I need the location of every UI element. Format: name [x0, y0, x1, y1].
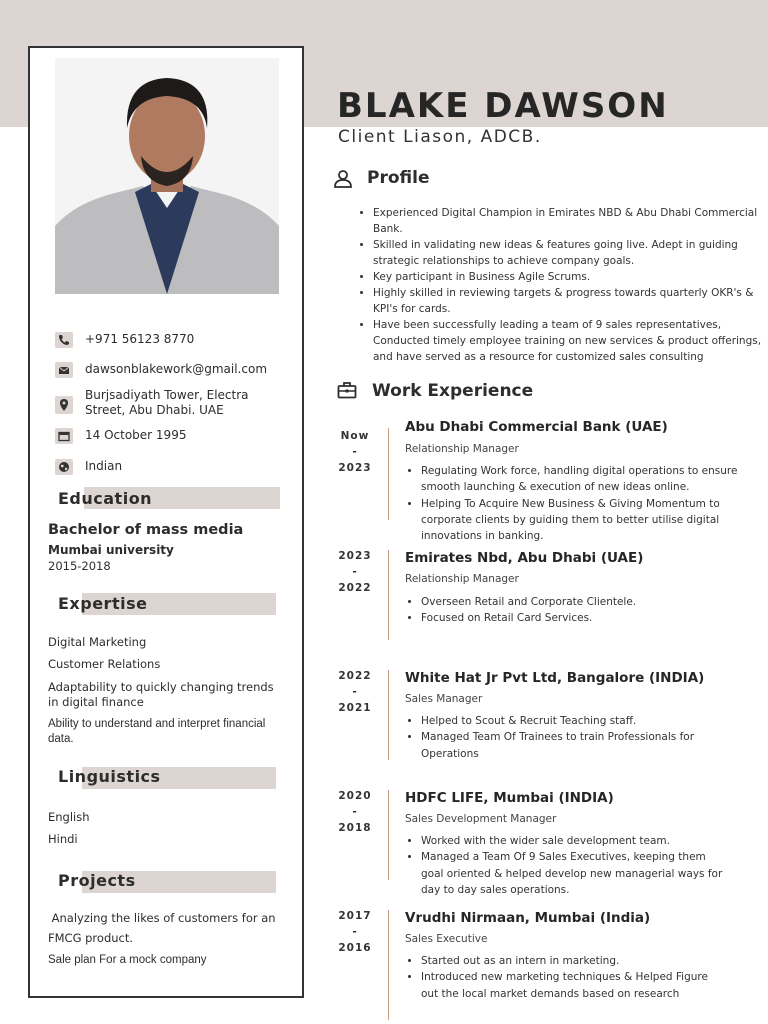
profile-item: • Key participant in Business Agile Scrums. [373, 269, 768, 285]
timeline-line [388, 790, 389, 880]
nationality-text: Indian [85, 459, 123, 473]
expertise-item: Ability to understand and interpret financial [48, 718, 266, 730]
location-pin-icon [55, 396, 73, 414]
job-company: HDFC LIFE, Mumbai (INDIA) [405, 790, 614, 806]
work-experience-heading: Work Experience [372, 381, 534, 401]
job-bullet: • Focused on Retail Card Services. [421, 610, 751, 626]
expertise-item: Customer Relations [48, 657, 161, 671]
project-item: Sale plan For a mock company [48, 954, 207, 966]
language-item: Hindi [48, 832, 78, 846]
expertise-item: data. [48, 733, 74, 745]
job-date-dash: - [352, 566, 358, 578]
job-date-bottom: 2018 [338, 822, 372, 834]
job-date-top: 2023 [338, 550, 372, 562]
address-line1: Burjsadiyath Tower, Electra [85, 388, 249, 402]
job-date-bottom: 2021 [338, 702, 372, 714]
job-role: Relationship Manager [405, 443, 519, 455]
job-date-bottom: 2016 [338, 942, 372, 954]
job-company: Emirates Nbd, Abu Dhabi (UAE) [405, 550, 644, 566]
profile-item: • Skilled in validating new ideas & features going live. Adept in guiding strategic relationships to achieve company goals. [373, 237, 768, 269]
job-bullet: • Introduced new marketing techniques & Helped Figure out the local market demands based on research [421, 969, 711, 1002]
person-icon [333, 169, 353, 193]
dob-text: 14 October 1995 [85, 428, 187, 442]
project-item: FMCG product. [48, 931, 134, 945]
project-item: Analyzing the likes of customers for an [48, 911, 276, 925]
job-company: White Hat Jr Pvt Ltd, Bangalore (INDIA) [405, 670, 705, 686]
job-bullet: • Helped to Scout & Recruit Teaching staff. [421, 713, 721, 729]
job-role: Relationship Manager [405, 573, 519, 585]
address-line2: Street, Abu Dhabi. UAE [85, 403, 224, 417]
job-bullets [403, 463, 751, 544]
expertise-item: Digital Marketing [48, 635, 147, 649]
job-date-bottom: 2022 [338, 582, 372, 594]
job-date-bottom: 2023 [338, 462, 372, 474]
profile-photo [55, 58, 279, 294]
timeline-line [388, 910, 389, 1020]
job-bullet: • Managed Team Of Trainees to train Professionals for Operations [421, 729, 721, 762]
job-bullet: • Overseen Retail and Corporate Clientele. [421, 594, 751, 610]
job-date-top: 2020 [338, 790, 372, 802]
expertise-item: Adaptability to quickly changing trends [48, 680, 274, 694]
job-bullet: • Started out as an intern in marketing. [421, 953, 711, 969]
linguistics-heading: Linguistics [58, 767, 161, 786]
language-item: English [48, 810, 90, 824]
job-date-top: 2022 [338, 670, 372, 682]
job-bullets [403, 594, 751, 627]
job-bullet: • Regulating Work force, handling digital operations to ensure smooth launching & execution of new ideas online. [421, 463, 751, 496]
job-bullet: • Managed a Team Of 9 Sales Executives, keeping them goal oriented & helped develop new managerial ways for day to day sales operations. [421, 849, 731, 898]
phone-text: +971 56123 8770 [85, 332, 195, 346]
profile-item: • Experienced Digital Champion in Emirates NBD & Abu Dhabi Commercial Bank. [373, 205, 768, 237]
job-company: Vrudhi Nirmaan, Mumbai (India) [405, 910, 651, 926]
job-date-dash: - [352, 446, 358, 458]
job-role: Sales Manager [405, 693, 483, 705]
job-date-top: Now [340, 430, 370, 442]
profile-heading: Profile [367, 168, 430, 188]
job-date-dash: - [352, 686, 358, 698]
job-company: Abu Dhabi Commercial Bank (UAE) [405, 419, 668, 435]
envelope-icon [55, 362, 73, 378]
briefcase-icon [337, 381, 357, 403]
candidate-name: BLAKE DAWSON [337, 86, 669, 126]
phone-icon [55, 332, 73, 348]
job-date-dash: - [352, 806, 358, 818]
job-bullet: • Helping To Acquire New Business & Giving Momentum to corporate clients by guiding them to better utilise digital innovations in banking. [421, 496, 751, 545]
job-role: Sales Executive [405, 933, 488, 945]
calendar-icon [55, 428, 73, 444]
expertise-item: in digital finance [48, 695, 144, 709]
job-bullets [403, 713, 721, 762]
globe-icon [55, 459, 73, 475]
timeline-line [388, 428, 389, 520]
timeline-line [388, 550, 389, 640]
education-degree: Bachelor of mass media [48, 522, 244, 538]
job-bullets [403, 833, 731, 898]
profile-item: • Highly skilled in reviewing targets & progress towards quarterly OKR's & KPI's for cards. [373, 285, 768, 317]
email-text: dawsonblakework@gmail.com [85, 362, 268, 376]
education-school: Mumbai university [48, 543, 174, 557]
education-heading: Education [58, 489, 153, 508]
job-bullet: • Worked with the wider sale development team. [421, 833, 731, 849]
job-date-top: 2017 [338, 910, 372, 922]
candidate-title: Client Liason, ADCB. [338, 127, 542, 147]
job-date-dash: - [352, 926, 358, 938]
job-role: Sales Development Manager [405, 813, 557, 825]
education-years: 2015-2018 [48, 559, 111, 573]
timeline-line [388, 670, 389, 760]
profile-item: • Have been successfully leading a team of 9 sales representatives, Conducted timely employee training on new services & product offerings, and have served as a resource for customized sales consulting [373, 317, 768, 365]
job-bullets [403, 953, 711, 1002]
projects-heading: Projects [58, 871, 136, 890]
expertise-heading: Expertise [58, 594, 148, 613]
profile-list [355, 205, 768, 365]
